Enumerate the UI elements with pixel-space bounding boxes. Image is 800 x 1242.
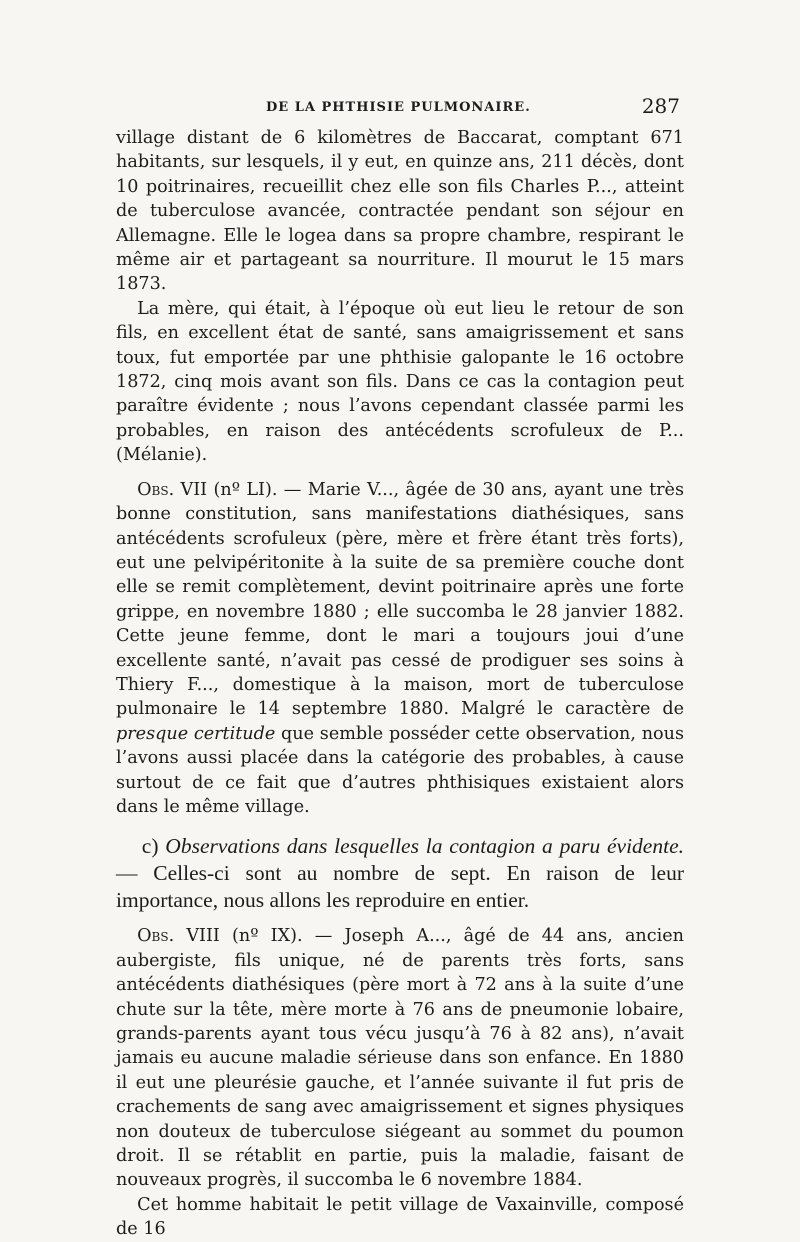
section-marker: c) [141,834,166,859]
section-text: — Celles-ci sont au nombre de sept. En raison de leur importance, nous allons les reproduire en entier. [116,861,684,913]
obs-text: (nº LI). — Marie V..., âgée de 30 ans, ayant une très bonne constitution, sans manifestations diathésiques, sans antécédents scrofuleux (père, mère et frère étant très forts), eut une pelvipéritonite à la suite de sa première couche dont elle se remit complètement, devint poitrinaire après une forte grippe, en novembre 1880 ; elle succomba le 28 janvier 1882. Cette jeune femme, dont le mari a toujours joui d’une excellente santé, n’avait pas cessé de prodiguer ses soins à Thiery F..., domestique à la maison, mort de tuberculose pulmonaire le 14 septembre 1880. Malgré le caractère de [116,479,684,720]
paragraph-last-line: Cet homme habitait le petit village de Vaxainville, composé de 16 [116,1194,684,1240]
obs-label: Obs. VII [137,479,208,500]
paragraph-continuation: village distant de 6 kilomètres de Baccarat, comptant 671 habitants, sur lesquels, il y eut, en quinze ans, 211 décès, dont 10 poitrinaires, recueillit chez elle son fils Charles P..., atteint de tuberculose avancée, contractée pendant son séjour en Allemagne. Elle le logea dans sa propre chambre, respirant le même air et partageant sa nourriture. Il mourut le 15 mars 1873. [116,128,684,295]
page-number: 287 [641,94,680,118]
obs-text: (nº IX). — Joseph A..., âgé de 44 ans, ancien aubergiste, fils unique, né de parents très forts, sans antécédents diathésiques (père mort à 72 ans à la suite d’une chute sur la tête, mère morte à 76 ans de pneumonie lobaire, grands-parents ayant tous vécu jusqu’à 76 à 82 ans), n’avait jamais eu aucune maladie sérieuse dans son enfance. En 1880 il eut une pleurésie gauche, et l’année suivante il fut pris de crachements de sang avec amaigrissement et signes physiques non douteux de tuberculose siégeant au sommet du poumon droit. Il se rétablit en partie, puis la maladie, faisant de nouveaux progrès, il succomba le 6 novembre 1884. [116,926,684,1191]
obs-text-end: que semble posséder cette observation, nous l’avons aussi placée dans la catégorie des probables, à cause surtout de ce fait que d’autres phthisiques existaient alors dans le même village. [116,723,684,817]
paragraph-obs-7 [116,478,684,820]
running-head-title: DE LA PHTHISIE PULMONAIRE. [266,100,531,115]
section-heading [116,833,684,914]
obs-label: Obs. VIII [137,926,220,947]
paragraph-mother: La mère, qui était, à l’époque où eut lieu le retour de son fils, en excellent état de santé, sans amaigrissement et sans toux, fut emportée par une phthisie galopante le 16 octobre 1872, cinq mois avant son fils. Dans ce cas la contagion peut paraître évidente ; nous l’avons cependant classée parmi les probables, en raison des antécédents scrofuleux de P... (Mélanie). [116,298,684,466]
running-head [116,94,684,120]
section-title: Observations dans lesquelles la contagion a paru évidente. [165,834,684,859]
body-text [116,126,684,1242]
obs-italic: presque certitude [116,723,276,744]
paragraph-obs-8 [116,924,684,1192]
